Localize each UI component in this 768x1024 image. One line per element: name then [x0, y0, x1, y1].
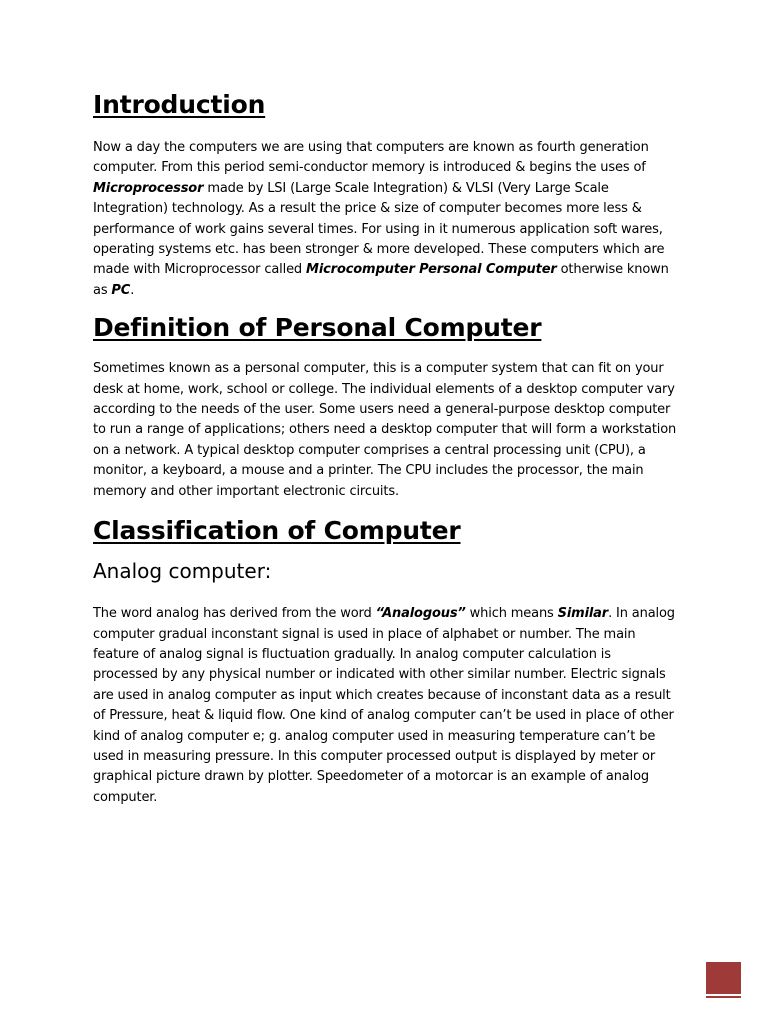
analog-computer-paragraph — [93, 604, 678, 808]
page-marker-underline — [706, 996, 741, 998]
introduction-text-2: made by LSI (Large Scale Integration) & VLSI (Very Large Scale Integration) technology. As a result the price & size of computer becomes more less & performance of work gains several times. For using in it numerous application soft wares, operating systems etc. has been stronger & more developed. These computers which are made with Microprocessor called — [93, 180, 665, 278]
classification-heading: Classification of Computer — [93, 516, 461, 546]
introduction-paragraph — [93, 138, 678, 301]
analog-text-3: . In analog computer gradual inconstant signal is used in place of alphabet or number. The main feature of analog signal is fluctuation gradually. In analog computer calculation is processed by any physical number or indicated with other similar number. Electric signals are used in analog computer as input which creates because of inconstant data as a result of Pressure, heat & liquid flow. One kind of analog computer can’t be used in place of other kind of analog computer e; g. analog computer used in measuring temperature can’t be used in measuring pressure. In this computer processed output is displayed by meter or graphical picture drawn by plotter. Speedometer of a motorcar is an example of analog computer. — [93, 606, 675, 805]
analog-text-2: which means — [465, 606, 558, 622]
introduction-heading: Introduction — [93, 90, 266, 119]
term-similar: Similar — [557, 606, 609, 622]
term-microprocessor: Microprocessor — [93, 180, 204, 196]
introduction-text-3: otherwise known as — [93, 262, 669, 298]
introduction-text-4: . — [130, 282, 135, 298]
definition-heading: Definition of Personal Computer — [93, 313, 542, 343]
analog-text-1: The word analog has derived from the word — [93, 606, 376, 622]
document-page — [93, 84, 678, 808]
term-analogous: “Analogous” — [375, 606, 466, 622]
introduction-text-1: Now a day the computers we are using that computers are known as fourth generation computer. From this period semi-conductor memory is introduced & begins the uses of — [93, 140, 649, 176]
analog-computer-subheading: Analog computer: — [93, 559, 272, 584]
definition-paragraph: Sometimes known as a personal computer, this is a computer system that can fit on your desk at home, work, school or college. The individual elements of a desktop computer vary according to the needs of the user. Some users need a general-purpose desktop computer to run a range of applications; others need a desktop computer that will form a workstation on a network. A typical desktop computer comprises a central processing unit (CPU), a monitor, a keyboard, a mouse and a printer. The CPU includes the processor, the main memory and other important electronic circuits. — [93, 361, 677, 499]
term-pc: PC — [111, 282, 131, 298]
term-microcomputer: Microcomputer Personal Computer — [306, 262, 557, 278]
page-marker-block — [706, 962, 741, 994]
